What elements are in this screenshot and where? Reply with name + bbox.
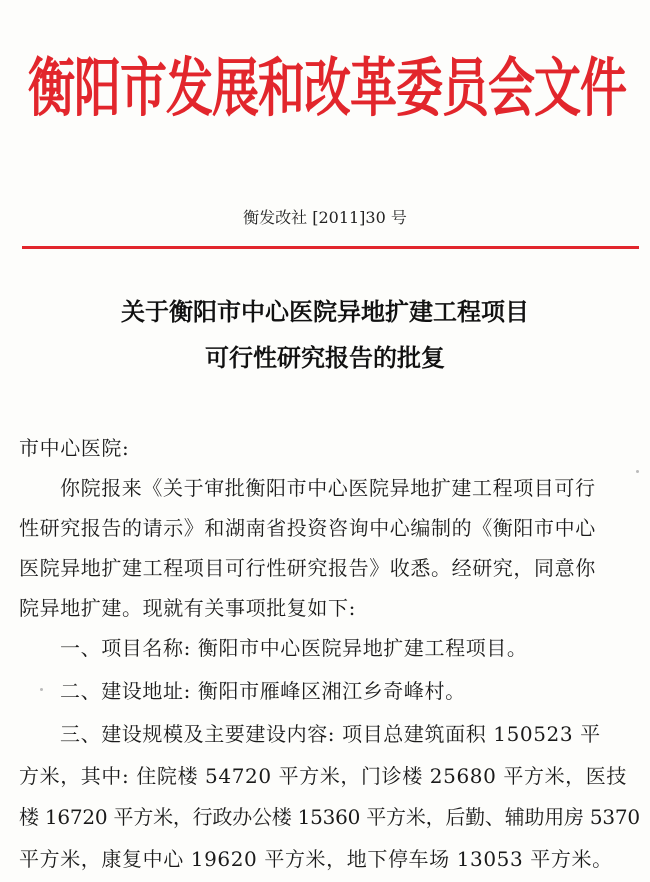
body-paragraph-line: 平方米，康复中心 19620 平方米，地下停车场 13053 平方米。 — [19, 847, 613, 871]
body-paragraph-line: 楼 16720 平方米，行政办公楼 15360 平方米，后勤、辅助用房 5370 — [19, 805, 640, 829]
scan-speck — [636, 470, 639, 473]
document-title-line-1: 关于衡阳市中心医院异地扩建工程项目 — [121, 298, 529, 326]
addressee: 市中心医院: — [19, 436, 130, 460]
document-title-line-2: 可行性研究报告的批复 — [205, 344, 445, 372]
masthead-title: 衡阳市发展和改革委员会文件 — [28, 52, 626, 127]
body-item-project-scale: 三、建设规模及主要建设内容: 项目总建筑面积 150523 平 — [60, 722, 601, 746]
scan-speck — [40, 688, 43, 691]
body-paragraph-line: 方米，其中: 住院楼 54720 平方米，门诊楼 25680 平方米，医技 — [19, 764, 627, 788]
red-divider-rule — [22, 246, 639, 249]
body-paragraph-line: 性研究报告的请示》和湖南省投资咨询中心编制的《衡阳市中心 — [19, 516, 596, 540]
document-number: 衡发改社 [2011]30 号 — [243, 208, 407, 227]
body-paragraph-line: 医院异地扩建工程项目可行性研究报告》收悉。经研究，同意你 — [19, 556, 596, 580]
body-paragraph-line: 你院报来《关于审批衡阳市中心医院异地扩建工程项目可行 — [60, 476, 596, 500]
body-item-project-name: 一、项目名称: 衡阳市中心医院异地扩建工程项目。 — [60, 636, 528, 660]
body-item-project-site: 二、建设地址: 衡阳市雁峰区湘江乡奇峰村。 — [60, 679, 466, 703]
body-paragraph-line: 院异地扩建。现就有关事项批复如下: — [19, 596, 356, 620]
